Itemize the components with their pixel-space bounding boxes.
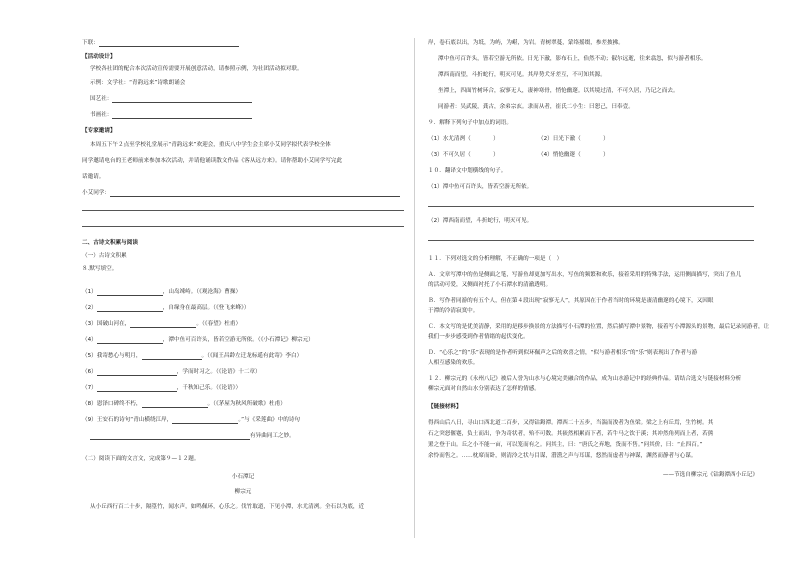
link-material-line-2: 石之突怒偃蹇，负土而出，争为奇状者，殆不可数。其嵚然相累而下者，若牛马之饮于溪；其冲然角列而上者，若熊 [428,431,714,437]
question-10-2: （2）潭西南而望，斗折蛇行，明灭可见。 [428,218,533,224]
fill-item-2: （2） ，自缘身在最高层。（《登飞来峰》） [82,305,250,311]
answer-blank[interactable] [172,417,238,424]
answer-blank[interactable] [142,401,208,408]
question-10: １０．翻译文中划横线的句子。 [428,168,507,174]
answer-line[interactable] [82,210,404,211]
option-a-line-1[interactable]: Ａ．文章写潭中的鱼是侧面之笔，写游鱼却更加写出水，写鱼的频繁和欢乐，接着采用的特殊手法，运用侧面描写，突出了鱼儿 [428,272,742,278]
question-9: ９．解释下列句子中加点的词语。 [428,120,512,126]
question-9-b[interactable]: （2）日光下澈（ ） [538,136,609,142]
question-9-c[interactable]: （3）不可久居（ ） [428,152,499,158]
article-paragraph-2: 潭中鱼可百许头，皆若空游无所依。日光下澈，影布石上，佁然不动；俶尔远逝，往来翕忽，似与游者相乐。 [438,56,707,62]
xiaoai-label: 小艾同学： [82,190,110,196]
link-material-line-4: 余怜而售之。……枕席而卧，则清泠之状与目谋，瀯瀯之声与耳谋，悠然而虚者与神谋，渊然而静者与心谋。 [428,453,697,459]
answer-blank[interactable] [112,112,252,119]
answer-blank[interactable] [97,289,163,296]
club-line-2 [90,112,252,119]
example-line: 示例：文学社：“青韵远来”诗歌朗诵会 [90,80,186,86]
fill-item-4: （4） ，潭中鱼可百许头，皆若空游无所依。（《小石潭记》柳宗元） [82,337,314,343]
question-11: １１．下列对选文的分析理解，不正确的一项是（ ） [428,256,563,262]
couplet-line [82,40,239,47]
fill-item-3: （3）国破山河在， 。（《春望》杜甫） [82,321,242,327]
answer-line[interactable] [82,226,404,227]
fill-item-1: （1） ，山岛竦峙。（《观沧海》曹操） [82,289,242,295]
option-a-line-2: 的活动可爱，又侧面衬托了小石潭水的清澈透明。 [428,282,552,288]
subsection-one: （一）古诗文积累 [82,253,127,259]
invite-paragraph-1: 本周五下午２点至学校礼堂展示“青韵远来”欢迎会，重庆八中学生会主席小艾同学拟代表学校全体 [90,142,331,148]
answer-blank[interactable] [130,321,196,328]
xiaoai-line [82,190,400,197]
answer-blank[interactable] [90,433,250,440]
answer-blank[interactable] [110,190,400,197]
article-paragraph-1: 从小丘西行百二十步，隔篁竹，闻水声，如鸣佩环，心乐之。伐竹取道，下见小潭，水尤清冽。全石以为底，近 [90,504,365,510]
option-b-line-2: 于潭的冷清寂寞中。 [428,308,479,314]
answer-blank[interactable] [142,353,202,360]
article-paragraph-5: 同游者：吴武陵，龚古，余弟宗玄。隶而从者，崔氏二小生：曰恕己，曰奉壹。 [438,104,634,110]
question-12-line-1: １２．柳宗元的《永州八记》被后人誉为山水与心境完美融合的作品，成为山水游记中的经典作品。请结合选文与链接材料分析 [428,376,742,382]
part-two-title: 二、古诗文积累与阅读 [82,240,138,246]
answer-line[interactable] [428,240,754,241]
article-paragraph-3: 潭西南而望，斗折蛇行，明灭可见。其岸势犬牙差互，不可知其源。 [438,72,606,78]
link-material-source: ——节选自柳宗元《钴鉧潭西小丘记》 [662,472,758,478]
link-material-line-3: 罴之登于山。丘之小不能一亩，可以笼而有之。问其主，曰：“唐氏之弃地，货而不售。”问其价，曰：“止四百。” [428,442,703,448]
fill-item-10: 有异曲同工之妙。 [90,433,295,440]
club-label: 国艺社： [90,96,113,102]
design-paragraph: 学校各社团的配合本次活动宣传需要开展创意活动，请参照示例，为社团活动拟对联。 [90,66,303,72]
fill-item-9: （9）王安石的诗句“青山横绕江岸， 。”与《采莲曲》中的诗句 [82,417,301,423]
answer-blank[interactable] [97,305,163,312]
invite-paragraph-2: 同学邀请电台的王老师前来参加本次活动，并请他诵读散文作品《客从远方来》。请你帮助小艾同学写完此 [82,158,343,164]
article-author: 柳宗元 [234,489,252,495]
question-10-1: （1）潭中鱼可百许头，皆若空游无所依。 [428,184,533,190]
question-9-a[interactable]: （1）水尤清冽（ ） [428,136,499,142]
option-d-line-1[interactable]: Ｄ．“心乐之”的“乐”表现的是作者听到似环佩声之后的欢喜之情，“似与游者相乐”的“乐”则表现出了作者与游 [428,350,698,356]
section-heading-activity: 【活动设计】 [82,54,116,60]
club-line-1 [90,96,252,103]
fill-item-5: （5）我寄愁心与明月， 。（《闻王昌龄左迁龙标遥有此寄》李白） [82,353,303,359]
answer-blank[interactable] [97,337,163,344]
answer-blank[interactable] [99,40,239,47]
column-divider [414,38,415,538]
invite-paragraph-3: 话邀请。 [82,174,105,180]
club-label: 书画社： [90,112,113,118]
couplet-label: 下联： [82,40,99,46]
fill-item-8: （8）恩泽口碑终不朽， 。（《茅屋为秋风所破歌》杜甫） [82,401,286,407]
option-b-line-1[interactable]: Ｂ．写作者同游的有五个人，但在第４段出现“寂寥无人”，其原因在于作者当时的环境是凄清幽邃的心境下，又因眼 [428,298,714,304]
subsection-two: （二）阅读下面的文言文，完成第９—１２题。 [82,456,200,462]
answer-blank[interactable] [97,369,177,376]
answer-blank[interactable] [97,385,177,392]
section-heading-invite: 【专家邀请】 [82,128,116,134]
question-9-d[interactable]: （4）悄怆幽邃（ ） [538,152,609,158]
link-material-line-1: 得西山后八日，寻山口西北道二百步，又得钴鉧潭。潭西二十五步，当湍而浚者为鱼梁。梁之上有丘焉，生竹树。其 [428,420,714,426]
option-c-line-2: 我们一步步感受到作者情绪的起伏变化。 [428,334,529,340]
article-paragraph-4: 坐潭上，四面竹树环合，寂寥无人，凄神寒骨，悄怆幽邃。以其境过清，不可久居，乃记之而去。 [438,88,679,94]
article-continued-1: 岸，卷石底以出，为坻，为屿，为嵁，为岩。青树翠蔓，蒙络摇缀，参差披拂。 [428,40,624,46]
answer-line[interactable] [428,206,754,207]
fill-item-6: （6） ，学而时习之。（《论语》十二章） [82,369,261,375]
question-12-line-2: 柳宗元面对自然山水分别表达了怎样的情感。 [428,386,540,392]
question-8: ８.默写填空。 [82,266,118,272]
fill-item-7: （7） ，千秋知己乐。（《论语》） [82,385,242,391]
link-material-title: 【链接材料】 [428,404,462,410]
option-c-line-1[interactable]: Ｃ．本文写的是优美清静，采用的是移步换景的方法描写小石潭的位置，然后描写潭中景物，接着写小潭源头的景物，最后记录同游者，让 [428,324,770,330]
answer-blank[interactable] [112,96,252,103]
article-title: 小石潭记 [231,474,255,480]
option-d-line-2: 人相互感染的欢乐。 [428,360,479,366]
